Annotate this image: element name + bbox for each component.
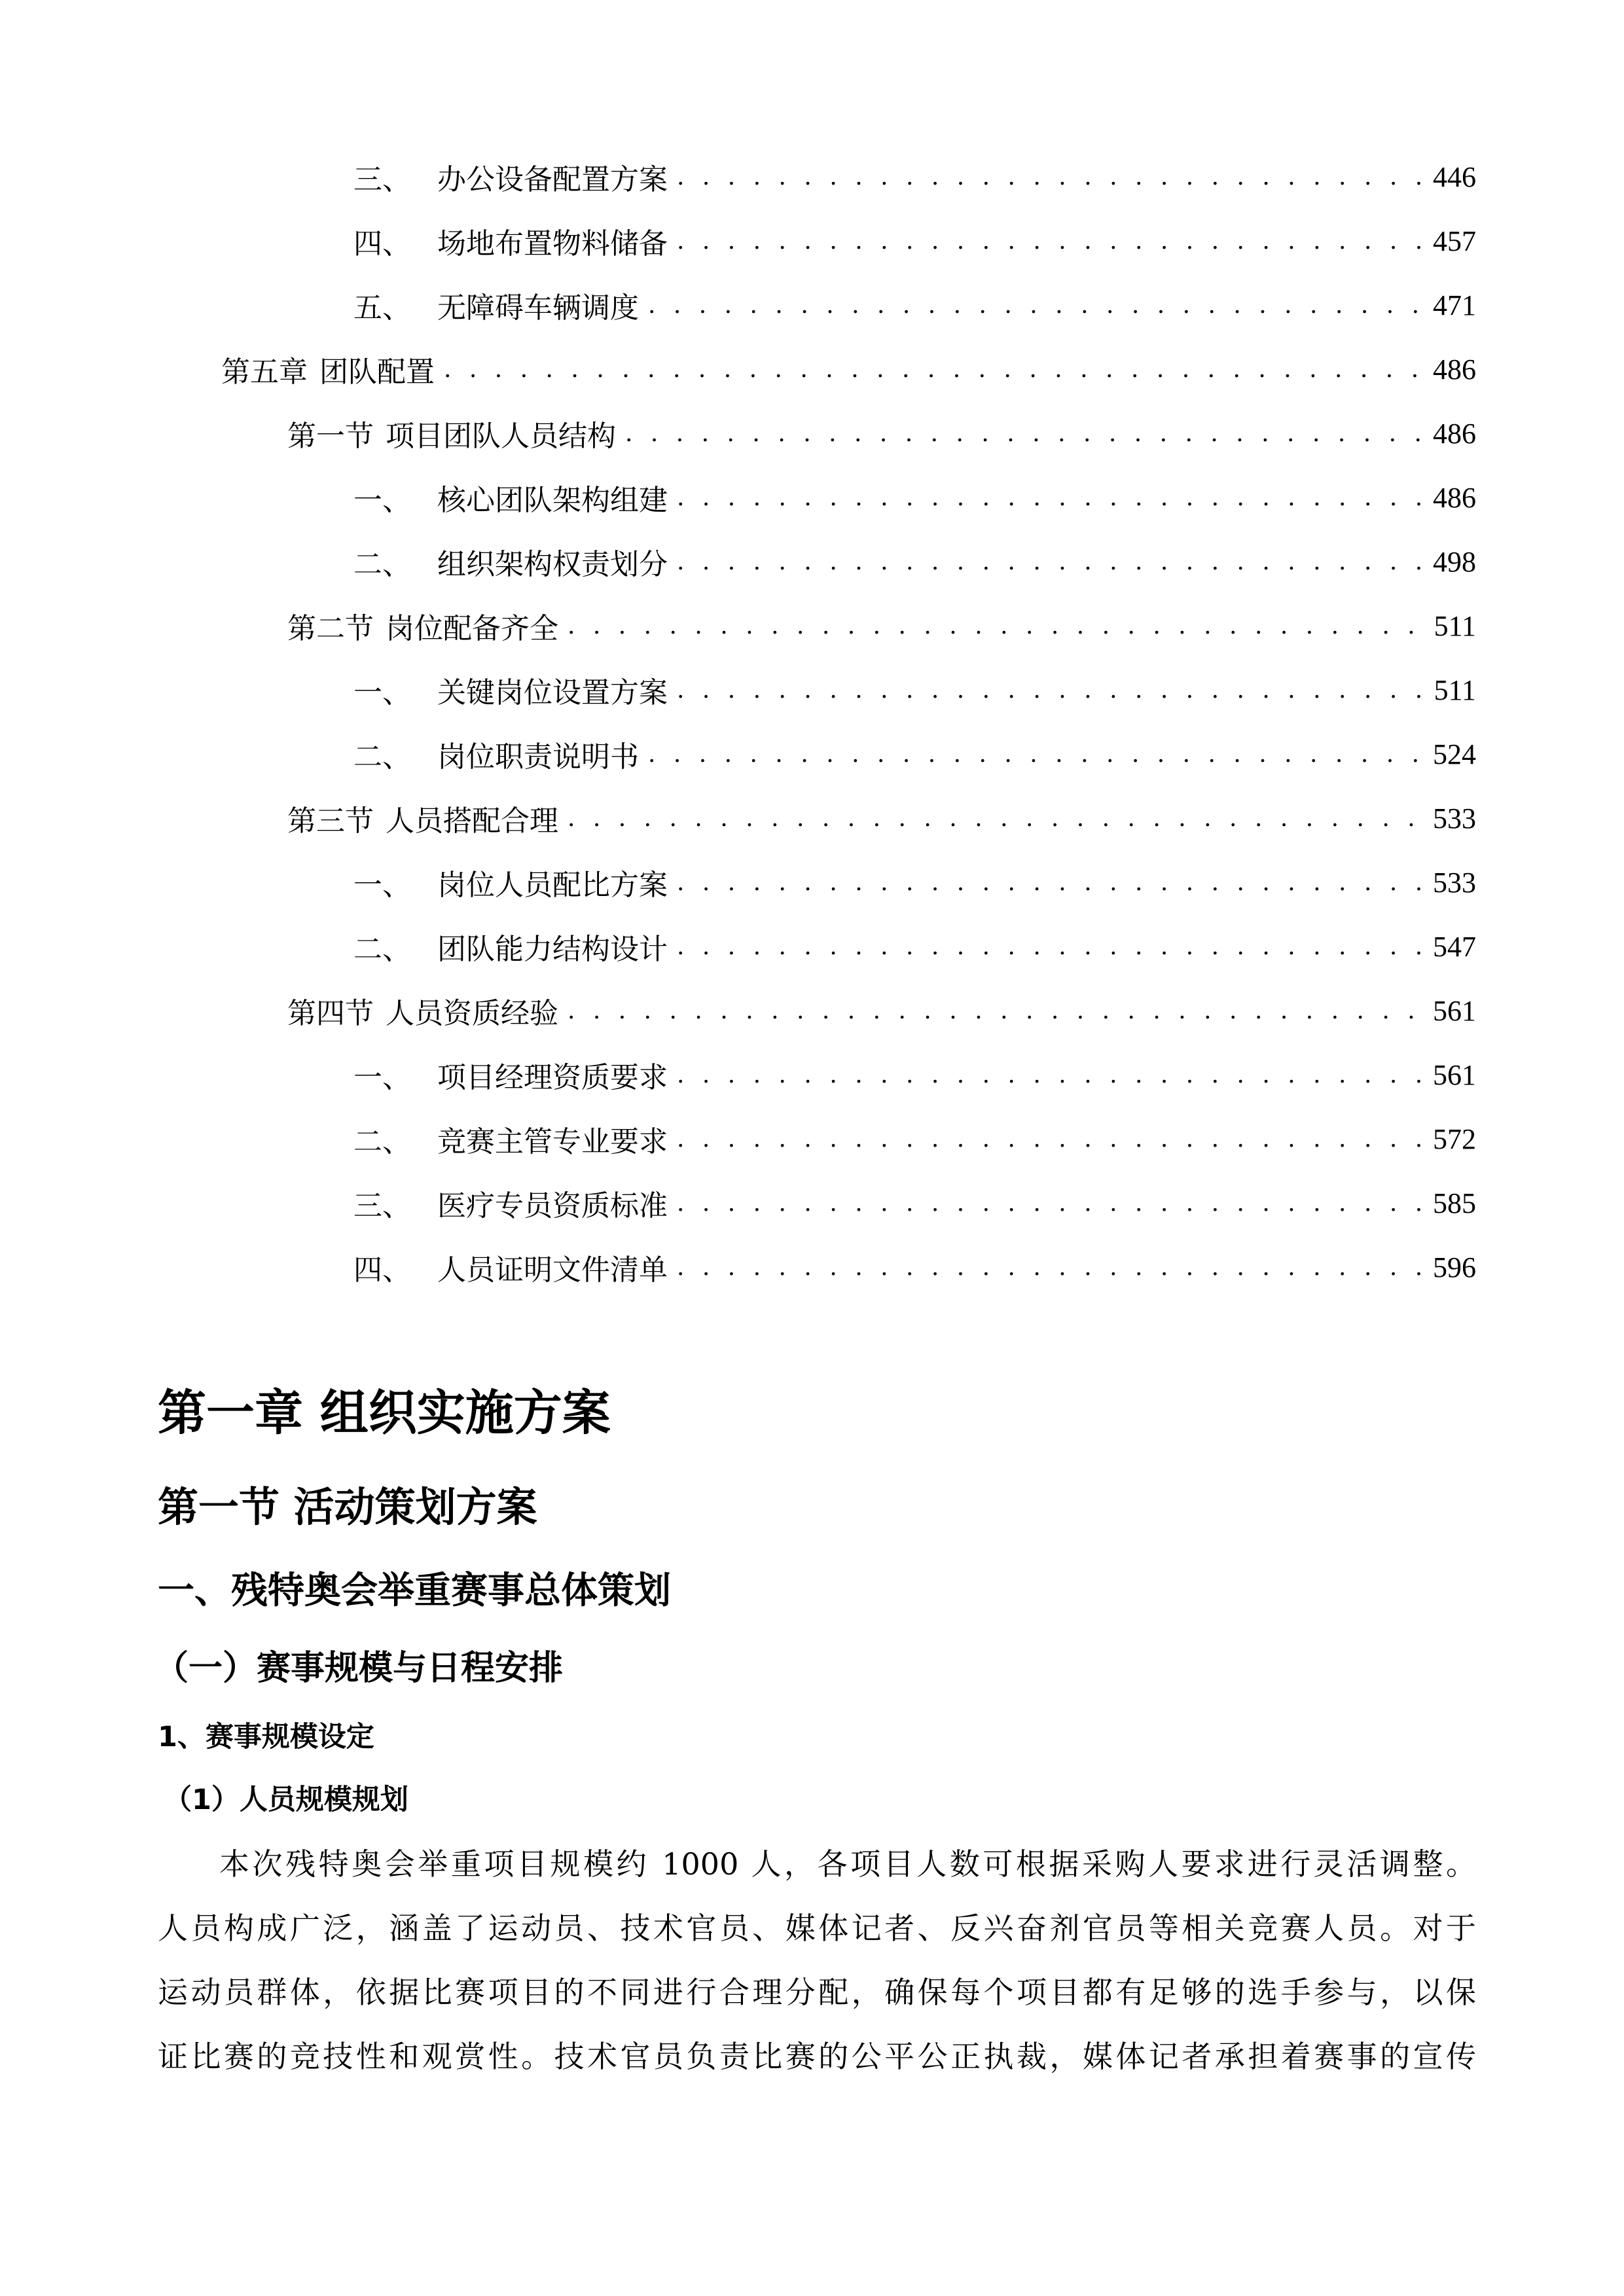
toc-page-number: 596: [1433, 1251, 1476, 1283]
toc-number: 一、: [353, 869, 411, 902]
toc-page-number: 486: [1433, 353, 1476, 386]
toc-entry[interactable]: [0, 350, 1476, 389]
toc-number: 第四节: [287, 997, 374, 1030]
toc-leader: [677, 869, 1424, 896]
toc-number: 一、: [353, 484, 411, 517]
toc-number: 二、: [353, 740, 411, 774]
toc-leader: [568, 805, 1424, 832]
toc-page-number: 486: [1433, 481, 1476, 514]
toc-entry[interactable]: [0, 1247, 1476, 1287]
toc-page-number: 533: [1433, 866, 1476, 899]
toc-page-number: 547: [1433, 930, 1476, 963]
toc-leader: [677, 548, 1424, 575]
toc-leader: [648, 292, 1424, 319]
body-line: 运动员群体，依据比赛项目的不同进行合理分配，确保每个项目都有足够的选手参与，以保: [158, 1975, 1476, 2010]
toc-entry[interactable]: [0, 863, 1476, 902]
toc-title: 岗位配备齐全: [386, 612, 558, 645]
toc-entry[interactable]: [0, 542, 1476, 581]
toc-page-number: 471: [1433, 289, 1476, 321]
toc-entry[interactable]: [0, 734, 1476, 774]
chapter-heading: 第一章 组织实施方案: [158, 1385, 611, 1441]
body-line: 人员构成广泛，涵盖了运动员、技术官员、媒体记者、反兴奋剂官员等相关竞赛人员。对于: [158, 1910, 1476, 1946]
toc-title: 岗位人员配比方案: [437, 869, 668, 902]
toc-number: 三、: [353, 1189, 411, 1223]
subitem-heading: （一）赛事规模与日程安排: [154, 1649, 564, 1688]
toc-leader: [677, 1254, 1424, 1281]
toc-leader: [648, 741, 1424, 768]
toc-title: 人员搭配合理: [386, 804, 558, 838]
toc-number: 第三节: [287, 804, 374, 838]
toc-number: 二、: [353, 1125, 411, 1158]
toc-entry[interactable]: [0, 285, 1476, 325]
toc-page-number: 498: [1433, 545, 1476, 578]
toc-number: 第一节: [287, 420, 374, 453]
toc-title: 项目团队人员结构: [386, 420, 616, 453]
toc-title: 团队能力结构设计: [437, 933, 668, 966]
toc-title: 无障碍车辆调度: [437, 291, 639, 325]
subpoint-heading: （1）人员规模规划: [164, 1784, 408, 1816]
toc-title: 竞赛主管专业要求: [437, 1125, 668, 1158]
toc-title: 关键岗位设置方案: [437, 676, 668, 709]
toc-entry[interactable]: [0, 1055, 1476, 1094]
toc-title: 岗位职责说明书: [437, 740, 639, 774]
toc-leader: [677, 1126, 1424, 1153]
toc-title: 组织架构权责划分: [437, 548, 668, 581]
toc-number: 二、: [353, 548, 411, 581]
toc-entry[interactable]: [0, 991, 1476, 1030]
toc-leader: [568, 997, 1424, 1024]
toc-page-number: 561: [1433, 994, 1476, 1027]
toc-title: 医疗专员资质标准: [437, 1189, 668, 1223]
toc-entry[interactable]: [0, 798, 1476, 838]
toc-entry[interactable]: [0, 927, 1476, 966]
toc-number: 第五章: [221, 355, 308, 389]
toc-entry[interactable]: [0, 221, 1476, 260]
toc-page-number: 511: [1434, 609, 1476, 642]
toc-leader: [677, 228, 1424, 255]
body-line: 本次残特奥会举重项目规模约 1000 人，各项目人数可根据采购人要求进行灵活调整。: [219, 1846, 1476, 1882]
toc-number: 二、: [353, 933, 411, 966]
toc-leader: [677, 1062, 1424, 1088]
item-heading: 一、残特奥会举重赛事总体策划: [158, 1570, 671, 1612]
toc-title: 办公设备配置方案: [437, 163, 668, 196]
toc-page-number: 457: [1433, 224, 1476, 257]
toc-page-number: 572: [1433, 1122, 1476, 1155]
toc-title: 项目经理资质要求: [437, 1061, 668, 1094]
toc-leader: [677, 1190, 1424, 1217]
toc-number: 一、: [353, 1061, 411, 1094]
toc-page-number: 511: [1434, 673, 1476, 706]
toc-entry[interactable]: [0, 606, 1476, 645]
toc-leader: [625, 420, 1424, 447]
toc-number: 四、: [353, 1253, 411, 1287]
toc-title: 核心团队架构组建: [437, 484, 668, 517]
toc-page-number: 533: [1433, 802, 1476, 834]
toc-leader: [677, 933, 1424, 960]
toc-number: 四、: [353, 227, 411, 260]
toc-leader: [677, 164, 1424, 190]
toc-title: 人员证明文件清单: [437, 1253, 668, 1287]
toc-page-number: 561: [1433, 1058, 1476, 1091]
toc-page-number: 486: [1433, 417, 1476, 450]
toc-page-number: 585: [1433, 1187, 1476, 1219]
toc-entry[interactable]: [0, 478, 1476, 517]
toc-leader: [677, 677, 1425, 704]
toc-leader: [677, 484, 1424, 511]
toc-page-number: 524: [1433, 738, 1476, 770]
toc-title: 场地布置物料储备: [437, 227, 668, 260]
toc-title: 团队配置: [319, 355, 435, 389]
toc-entry[interactable]: [0, 1119, 1476, 1158]
toc-page-number: 446: [1433, 160, 1476, 193]
toc-entry[interactable]: [0, 670, 1476, 709]
body-line: 证比赛的竞技性和观赏性。技术官员负责比赛的公平公正执裁，媒体记者承担着赛事的宣传: [158, 2039, 1476, 2074]
toc-entry[interactable]: [0, 1183, 1476, 1223]
toc-title: 人员资质经验: [386, 997, 558, 1030]
point-heading: 1、赛事规模设定: [158, 1721, 374, 1753]
section-heading: 第一节 活动策划方案: [158, 1483, 537, 1531]
toc-number: 一、: [353, 676, 411, 709]
toc-leader: [568, 613, 1425, 639]
toc-number: 三、: [353, 163, 411, 196]
toc-leader: [444, 356, 1424, 383]
toc-entry[interactable]: [0, 414, 1476, 453]
toc-number: 五、: [353, 291, 411, 325]
toc-number: 第二节: [287, 612, 374, 645]
toc-entry[interactable]: [0, 157, 1476, 196]
